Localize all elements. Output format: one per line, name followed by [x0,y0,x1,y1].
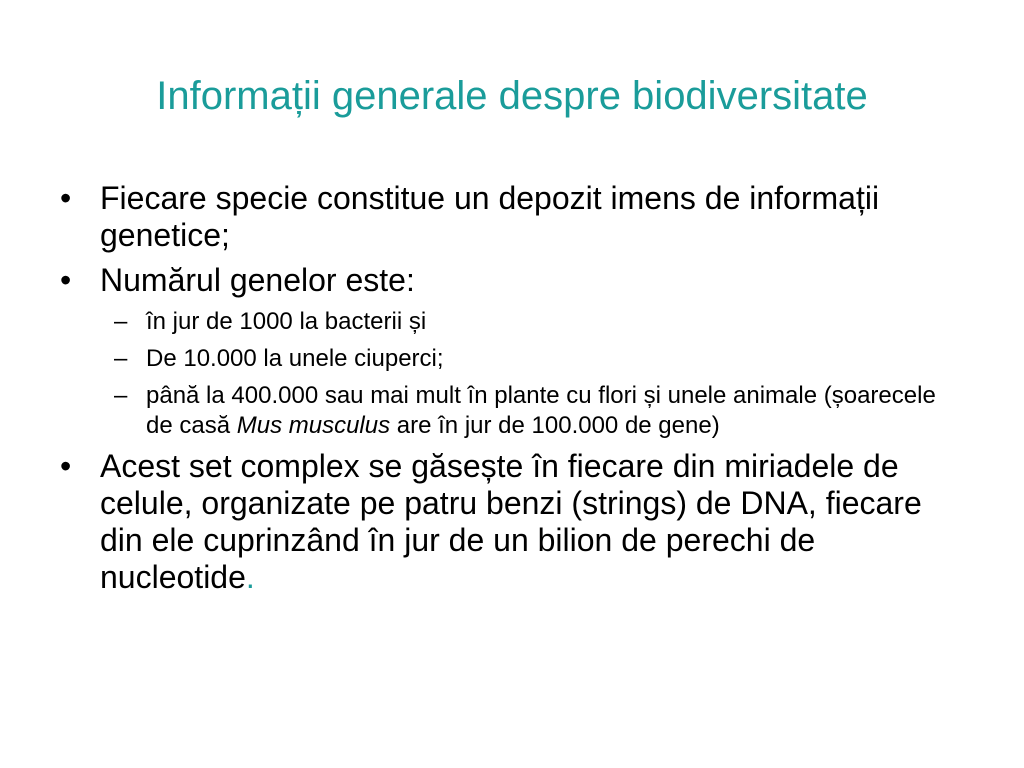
bullet-text: Numărul genelor este: [100,262,415,298]
bullet-text: Fiecare specie constitue un depozit imens de informații genetice; [100,180,880,253]
bullet-item-1 [58,180,958,254]
sub-bullet-text-after: are în jur de 100.000 de gene) [390,412,720,439]
sub-bullet-text: în jur de 1000 la bacterii și [146,308,427,335]
sub-bullet-marker: – [114,308,128,335]
bullet-item-3 [58,448,958,596]
bullet-text: Acest set complex se găsește în fiecare din miriadele de celule, organizate pe patru benzi (strings) de DNA, fiecare din ele cuprinzând în jur de un bilion de perechi de nucleotide [100,448,922,595]
sub-bullet-text: De 10.000 la unele ciuperci; [146,345,444,372]
sub-bullet-marker: – [114,345,128,372]
accent-period: . [245,559,255,595]
slide-content [58,180,958,604]
sub-bullet-item-2 [58,344,958,374]
bullet-item-2 [58,262,958,299]
sub-bullet-item-1 [58,307,958,337]
bullet-marker: • [60,448,72,484]
species-name: Mus musculus [236,412,391,439]
slide-title: Informații generale despre biodiversitate [156,74,868,118]
sub-bullet-text-before: până la 400.000 sau mai mult în plante cu flori și unele animale (șoarecele de casă [146,382,936,439]
bullet-marker: • [60,180,72,216]
bullet-marker: • [60,262,72,298]
sub-bullet-item-3 [58,381,958,441]
sub-bullet-marker: – [114,382,128,409]
